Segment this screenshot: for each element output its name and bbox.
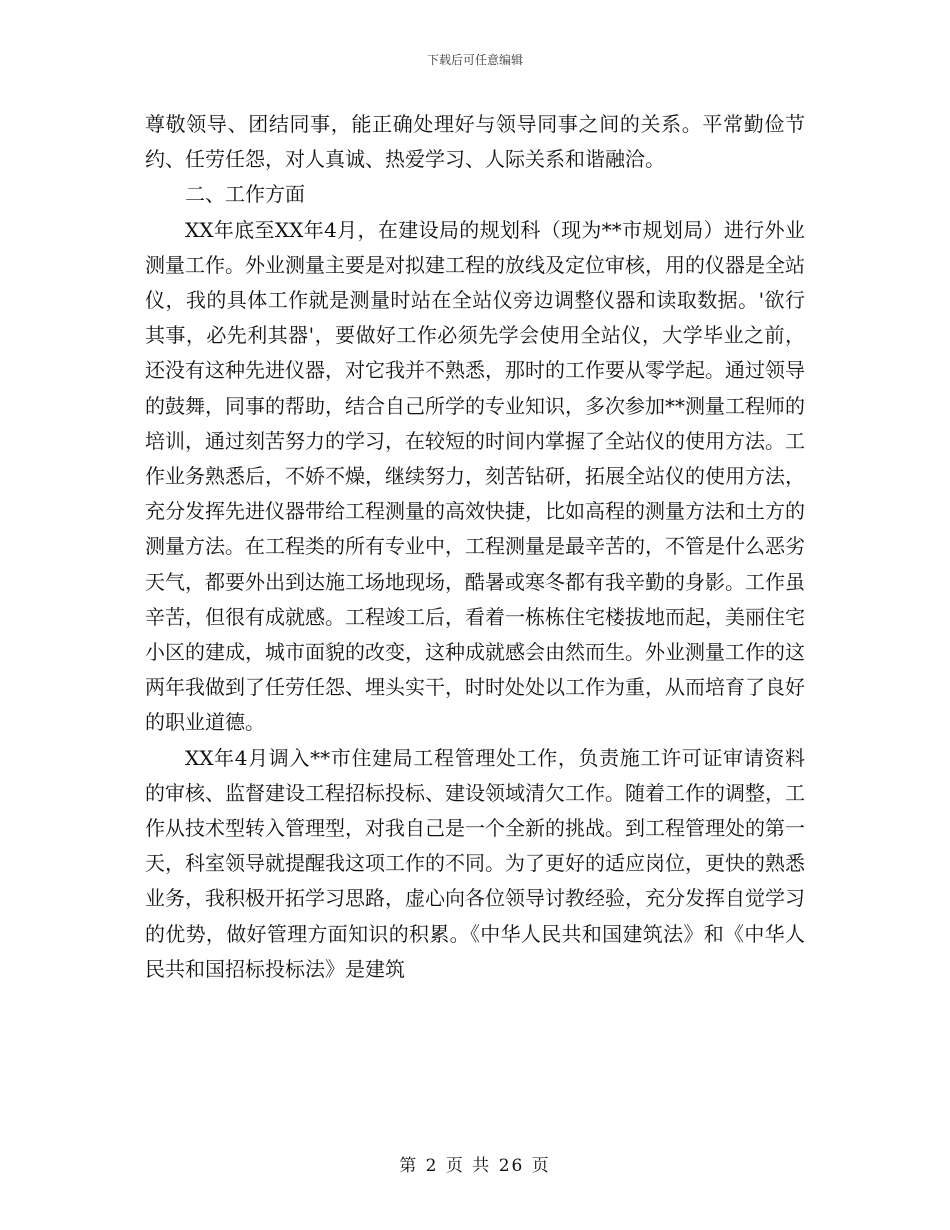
document-body [145,107,805,987]
paragraph: XX年4月调入**市住建局工程管理处工作，负责施工许可证审请资料的审核、监督建设工程招标投标、建设领域清欠工作。随着工作的调整，工作从技术型转入管理型，对我自己是一个全新的挑战。到工程管理处的第一天，科室领导就提醒我这项工作的不同。为了更好的适应岗位，更快的熟悉业务，我积极开拓学习思路，虚心向各位领导讨教经验，充分发挥自觉学习的优势，做好管理方面知识的积累。《中华人民共和国建筑法》和《中华人民共和国招标投标法》是建筑 [145,745,805,981]
section-heading: 二、工作方面 [185,182,305,207]
paragraph: XX年底至XX年4月，在建设局的规划科（现为**市规划局）进行外业测量工作。外业测量主要是对拟建工程的放线及定位审核，用的仪器是全站仪，我的具体工作就是测量时站在全站仪旁边调整仪器和读取数据。'欲行其事，必先利其器'，要做好工作必须先学会使用全站仪，大学毕业之前，还没有这种先进仪器，对它我并不熟悉，那时的工作要从零学起。通过领导的鼓舞，同事的帮助，结合自己所学的专业知识，多次参加**测量工程师的培训，通过刻苦努力的学习，在较短的时间内掌握了全站仪的使用方法。工作业务熟悉后，不娇不燥，继续努力，刻苦钻研，拓展全站仪的使用方法，充分发挥先进仪器带给工程测量的高效快捷，比如高程的测量方法和土方的测量方法。在工程类的所有专业中，工程测量是最辛苦的，不管是什么恶劣天气，都要外出到达施工场地现场，酷暑或寒冬都有我辛勤的身影。工作虽辛苦，但很有成就感。工程竣工后，看着一栋栋住宅楼拔地而起，美丽住宅小区的建成，城市面貌的改变，这种成就感会由然而生。外业测量工作的这两年我做到了任劳任怨、埋头实干，时时处处以工作为重，从而培育了良好的职业道德。 [145,217,805,735]
page-footer: 第 2 页 共 26 页 [399,1156,551,1176]
paragraph-continuation: 尊敬领导、团结同事，能正确处理好与领导同事之间的关系。平常勤俭节约、任劳任怨，对人真诚、热爱学习、人际关系和谐融洽。 [145,112,805,172]
page-header: 下载后可任意编辑 [426,53,523,67]
